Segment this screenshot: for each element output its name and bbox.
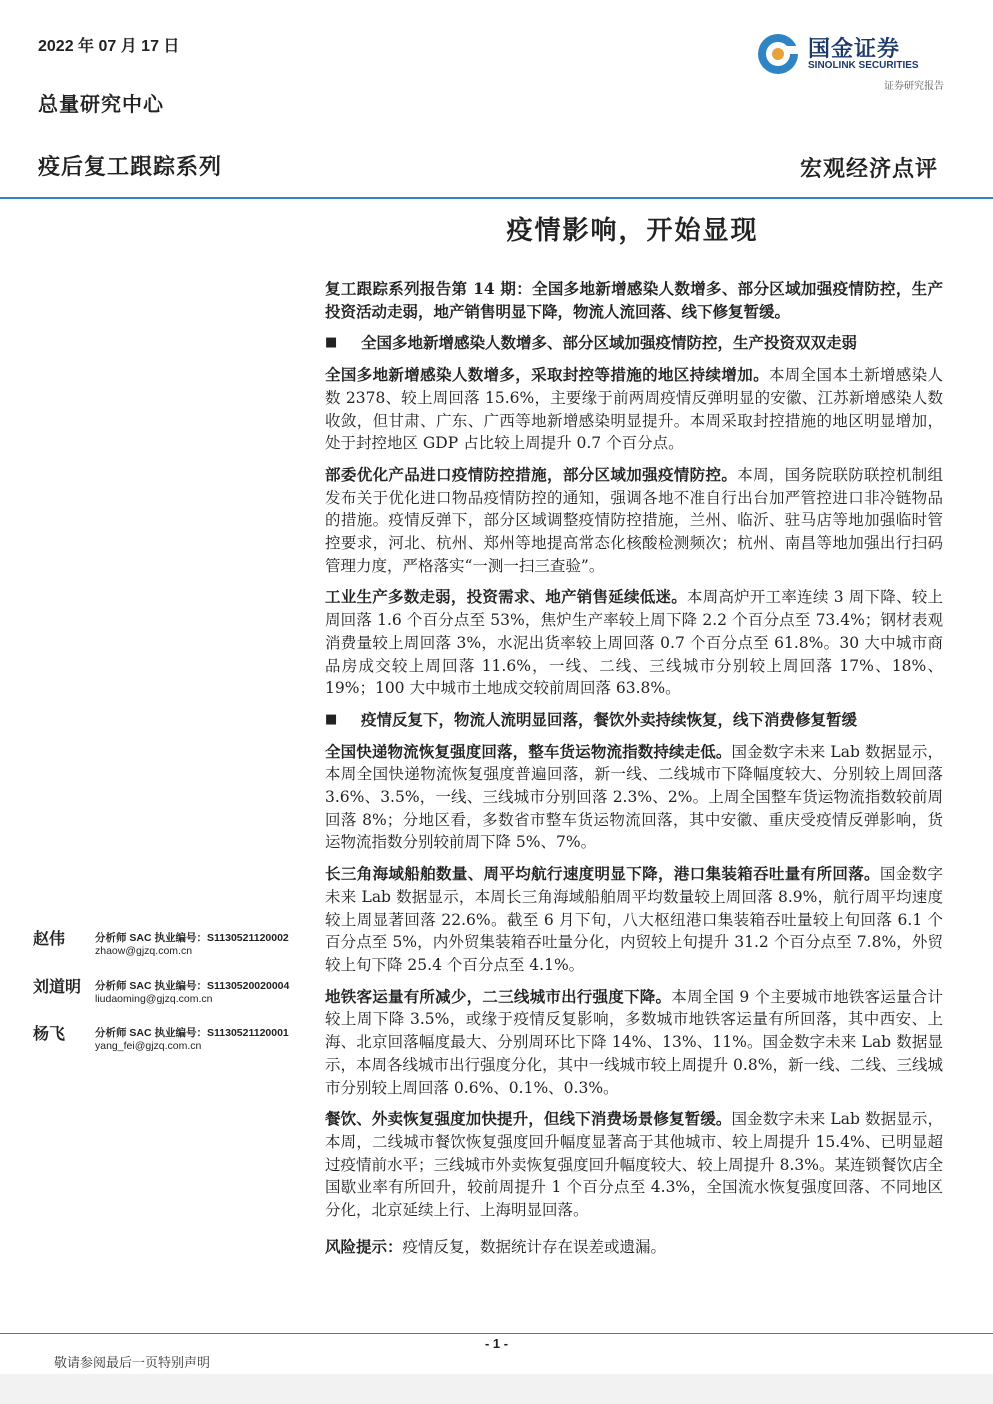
- author-name: 杨飞: [33, 1024, 66, 1043]
- footer-strip: [0, 1374, 993, 1404]
- footer-disclaimer: 敬请参阅最后一页特别声明: [54, 1356, 211, 1371]
- paragraph-policy: [325, 464, 943, 578]
- author-name: 赵伟: [33, 929, 66, 948]
- logo-subtitle: 证券研究报告: [884, 81, 944, 92]
- paragraph-lead: 地铁客运量有所减少，二三线城市出行强度下降。: [325, 986, 672, 1006]
- paragraph-infections: [325, 364, 943, 455]
- author-email[interactable]: yang_fei@gjzq.com.cn: [95, 1040, 202, 1052]
- report-intro: 复工跟踪系列报告第 14 期：全国多地新增感染人数增多、部分区域加强疫情防控，生产投资活动走弱，地产销售明显下降，物流人流回落、线下修复暂缓。: [325, 279, 943, 321]
- report-title: 疫情影响，开始显现: [506, 216, 759, 246]
- paragraph-logistics: [325, 741, 943, 855]
- paragraph-text: 本周全国 9 个主要城市地铁客运量合计较上周下降 3.5%，或缘于疫情反复影响，多数城市地铁客运量有所回落，其中西安、上海、北京回落幅度最大、分别周环比下降 14%、13%、11%。国金数字未来 Lab 数据显示，本周各线城市出行强度分化，其中一线城市较上周提升 0.8%，新一线、二线、三线城市分别较上周回落 0.6%、0.1%、0.3%。: [325, 987, 943, 1097]
- logo-english-name: SINOLINK SECURITIES: [808, 60, 919, 71]
- risk-warning: [325, 1236, 943, 1259]
- paragraph-text: 国金数字未来 Lab 数据显示，本周长三角海域船舶周平均数量较上周回落 8.9%，航行周平均速度较上周显著回落 22.6%。截至 6 月下旬，八大枢纽港口集装箱吞吐量较上旬回落 6.1 个百分点至 5%，内外贸集装箱吞吐量分化，内贸较上旬提升 31.2 个百分点至 7.8%，外贸较上旬下降 25.4 个百分点至 4.1%。: [325, 865, 943, 974]
- footer-divider: [0, 1333, 993, 1334]
- paragraph-lead: 餐饮、外卖恢复强度加快提升，但线下消费场景修复暂缓。: [325, 1109, 732, 1129]
- section-heading-2: [325, 709, 943, 732]
- paragraph-text: 本周，国务院联防联控机制组发布关于优化进口物品疫情防控的通知，强调各地不准自行出台加严管控进口非冷链物品的措施。疫情反弹下，部分区域调整疫情防控措施，兰州、临沂、驻马店等地加强临时管控要求，河北、杭州、郑州等地提高常态化核酸检测频次；杭州、南昌等地加强出行扫码管理力度，严格落实“一测一扫三查验”。: [325, 465, 943, 575]
- report-series: 疫后复工跟踪系列: [38, 154, 223, 180]
- author-sac-number: 分析师 SAC 执业编号：S1130521120001: [95, 1027, 289, 1039]
- paragraph-text: 本周全国本土新增感染人数 2378、较上周回落 15.6%，主要缘于前两周疫情反弹明显的安徽、江苏新增感染人数收敛，但甘肃、广东、广西等地新增感染明显提升。本周采取封控措施的地区明显增加，处于封控地区 GDP 占比较上周提升 0.7 个百分点。: [325, 366, 943, 453]
- sinolink-logo-icon: [756, 32, 800, 76]
- author-email[interactable]: zhaow@gjzq.com.cn: [95, 945, 193, 957]
- section-heading-text: 疫情反复下，物流人流明显回落，餐饮外卖持续恢复，线下消费修复暂缓: [361, 709, 858, 729]
- square-bullet-icon: ■: [325, 711, 338, 727]
- report-type: 宏观经济点评: [799, 156, 938, 182]
- logo-chinese-name: 国金证券: [808, 37, 901, 62]
- paragraph-text: 国金数字未来 Lab 数据显示，本周全国快递物流恢复强度普遍回落，新一线、二线城市下降幅度较大、分别较上周回落 3.6%、3.5%，一线、三线城市分别回落 2.3%、2%。上周全国整车货运物流指数较前周回落 8%；分地区看，多数省市整车货运物流回落，其中安徽、重庆受疫情反弹影响，货运物流指数分别较前周下降 5%、7%。: [325, 742, 943, 852]
- author-email[interactable]: liudaoming@gjzq.com.cn: [95, 993, 213, 1005]
- paragraph-shipping: [325, 863, 943, 977]
- paragraph-metro: [325, 986, 943, 1100]
- research-center: 总量研究中心: [38, 92, 164, 116]
- company-logo: [756, 30, 946, 92]
- report-date: 2022 年 07 月 17 日: [38, 38, 180, 55]
- square-bullet-icon: ■: [325, 335, 338, 351]
- risk-text: 疫情反复，数据统计存在误差或遗漏。: [402, 1237, 667, 1256]
- paragraph-lead: 全国快递物流恢复强度回落，整车货运物流指数持续走低。: [325, 741, 732, 761]
- paragraph-lead: 长三角海域船舶数量、周平均航行速度明显下降，港口集装箱吞吐量有所回落。: [325, 864, 880, 884]
- paragraph-lead: 工业生产多数走弱，投资需求、地产销售延续低迷。: [325, 587, 687, 607]
- page-number: - 1 -: [484, 1336, 509, 1351]
- paragraph-lead: 全国多地新增感染人数增多，采取封控等措施的地区持续增加。: [325, 365, 769, 385]
- author-name: 刘道明: [33, 977, 82, 996]
- paragraph-industry: [325, 586, 943, 700]
- header-divider: [0, 197, 993, 199]
- paragraph-consumption: [325, 1108, 943, 1222]
- risk-label: 风险提示：: [325, 1236, 403, 1256]
- author-sac-number: 分析师 SAC 执业编号：S1130520020004: [95, 980, 290, 992]
- report-body: [325, 278, 943, 1267]
- section-heading-1: [325, 332, 943, 355]
- paragraph-lead: 部委优化产品进口疫情防控措施，部分区域加强疫情防控。: [325, 464, 738, 484]
- author-sac-number: 分析师 SAC 执业编号：S1130521120002: [95, 932, 289, 944]
- paragraph-text: 国金数字未来 Lab 数据显示，本周，二线城市餐饮恢复强度回升幅度显著高于其他城市、较上周提升 15.4%、已明显超过疫情前水平；三线城市外卖恢复强度回升幅度较大、较上周提升 8.3%。某连锁餐饮店全国歇业率有所回升，较前周提升 1 个百分点至 4.3%，全国流水恢复强度回落、不同地区分化，北京延续上行、上海明显回落。: [325, 1110, 943, 1220]
- section-heading-text: 全国多地新增感染人数增多、部分区域加强疫情防控，生产投资双双走弱: [361, 333, 858, 353]
- paragraph-text: 本周高炉开工率连续 3 周下降、较上周回落 1.6 个百分点至 53%，焦炉生产率较上周下降 2.2 个百分点至 73.4%；钢材表观消费量较上周回落 3%，水泥出货率较上周回落 0.7 个百分点至 61.8%。30 大中城市商品房成交较上周回落 11.6%，一线、二线、三线城市分别较上周回落 17%、18%、19%；100 大中城市土地成交较前周回落 63.8%。: [325, 588, 943, 698]
